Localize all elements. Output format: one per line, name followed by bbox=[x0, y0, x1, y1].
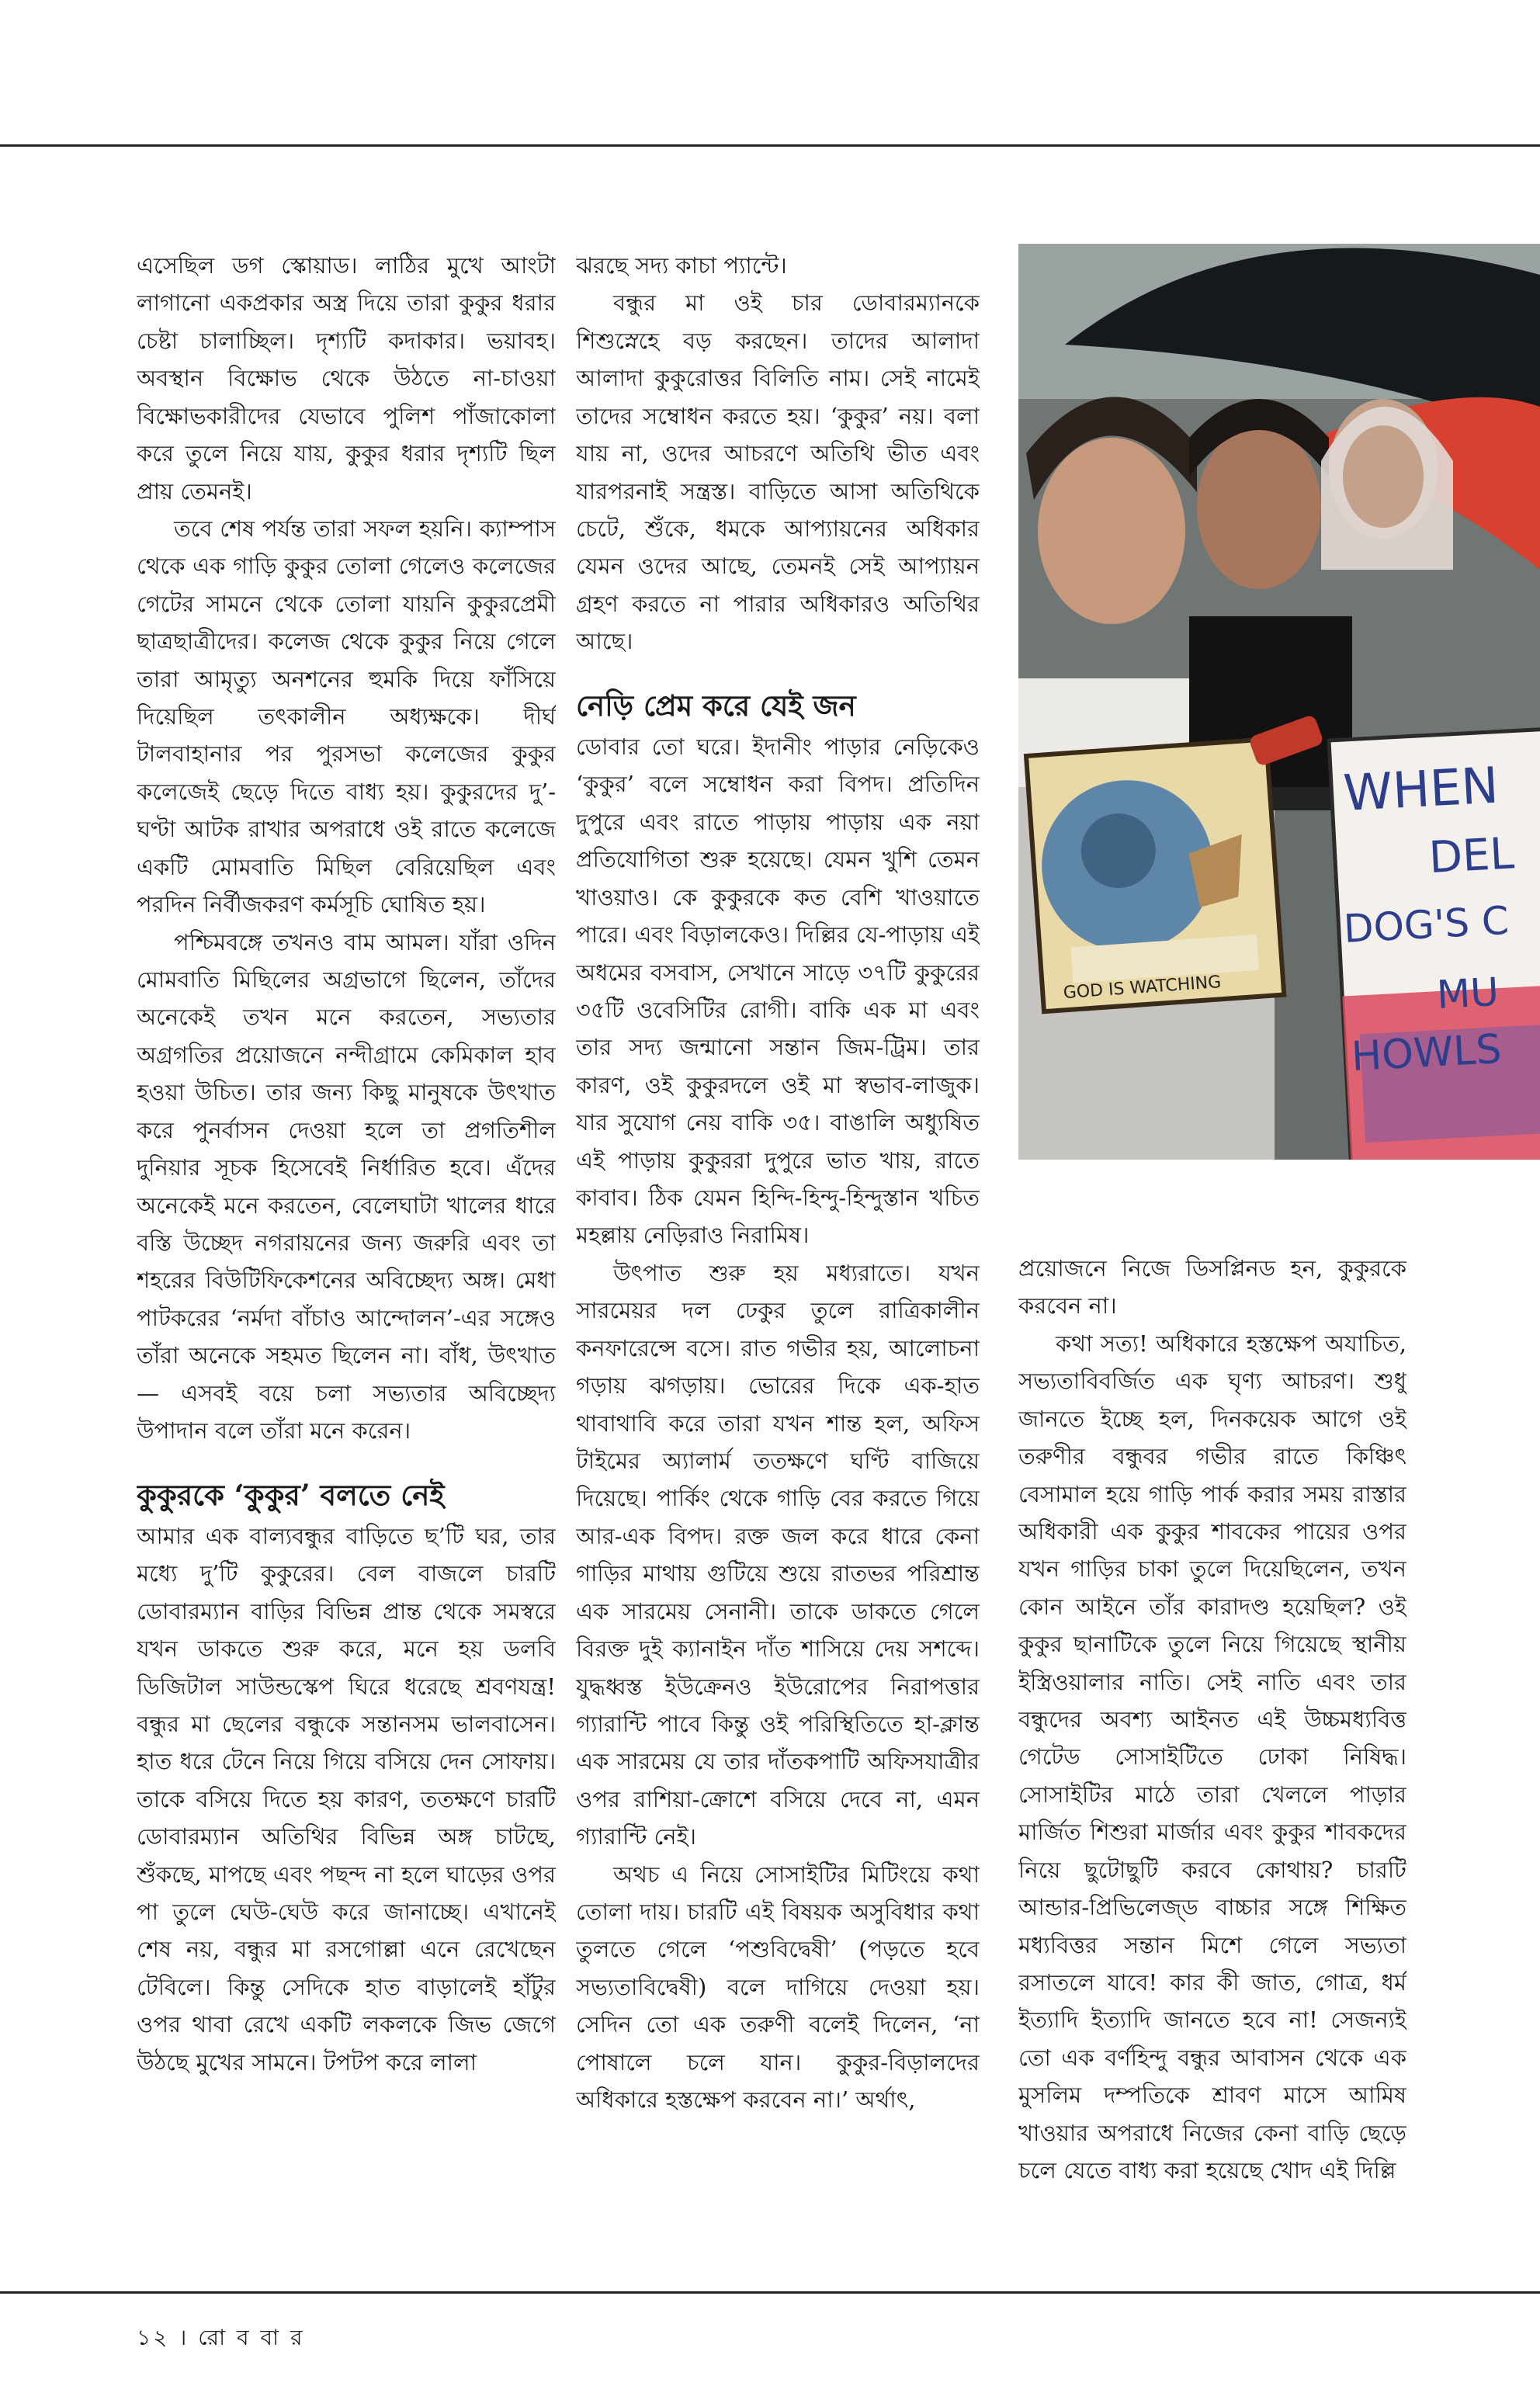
placard-left-text: GOD IS WATCHING bbox=[1063, 972, 1223, 1004]
footer-separator: । bbox=[179, 2325, 189, 2350]
placard-left bbox=[1026, 739, 1284, 1011]
placard-right-line: MU bbox=[1435, 969, 1500, 1018]
bottom-rule bbox=[0, 2291, 1540, 2294]
person-left bbox=[1038, 438, 1185, 624]
placard-right-line: DEL bbox=[1427, 828, 1516, 883]
paragraph: প্রয়োজনে নিজে ডিসপ্লিনড হন, কুকুরকে করবেন না। bbox=[1018, 1255, 1406, 1320]
paragraph: এসেছিল ডগ স্কোয়াড। লাঠির মুখে আংটা লাগানো একপ্রকার অস্ত্র দিয়ে তারা কুকুর ধরার চেষ্টা চালাচ্ছিল। দৃশ্যটি কদাকার। ভয়াবহ। অবস্থান বিক্ষোভ থেকে উঠতে না-চাওয়া বিক্ষোভকারীদের যেভাবে পুলিশ পাঁজাকোলা করে তুলে নিয়ে যায়, কুকুর ধরার দৃশ্যটি ছিল প্রায় তেমনই। bbox=[137, 252, 556, 505]
magazine-name: রো ব বা র bbox=[198, 2325, 305, 2350]
paragraph: ঝরছে সদ্য কাচা প্যান্টে। bbox=[576, 252, 787, 279]
subheading: নেড়ি প্রেম করে যেই জন bbox=[576, 688, 856, 723]
top-rule bbox=[0, 144, 1540, 147]
article-column-1 bbox=[137, 247, 556, 2234]
paragraph: তবে শেষ পর্যন্ত তারা সফল হয়নি। ক্যাম্পাস থেকে এক গাড়ি কুকুর তোলা গেলেও কলেজের গেটের সামনে থেকে তোলা যায়নি কুকুরপ্রেমী ছাত্রছাত্রীদের। কলেজ থেকে কুকুর নিয়ে গেলে তারা আমৃত্যু অনশনের হুমকি দিয়ে ফাঁসিয়ে দিয়েছিল তৎকালীন অধ্যক্ষকে। দীর্ঘ টালবাহানার পর পুরসভা কলেজের কুকুর কলেজেই ছেড়ে দিতে বাধ্য হয়। কুকুরদের দু’-ঘণ্টা আটক রাখার অপরাধে ওই রাতে কলেজে একটি মোমবাতি মিছিল বেরিয়েছিল এবং পরদিন নির্বীজকরণ কর্মসূচি ঘোষিত হয়। bbox=[137, 515, 556, 918]
placard-right-line: WHEN bbox=[1341, 757, 1500, 823]
paragraph: আমার এক বাল্যবন্ধুর বাড়িতে ছ’টি ঘর, তার মধ্যে দু’টি কুকুরের। বেল বাজলে চারটি ডোবারম্যান বাড়ির বিভিন্ন প্রান্ত থেকে সমস্বরে যখন ডাকতে শুরু করে, মনে হয় ডলবি ডিজিটাল সাউন্ডস্কেপ ঘিরে ধরেছে শ্রবণযন্ত্র! বন্ধুর মা ছেলের বন্ধুকে সন্তানসম ভালবাসেন। হাত ধরে টেনে নিয়ে গিয়ে বসিয়ে দেন সোফায়। তাকে বসিয়ে দিতে হয় কারণ, ততক্ষণে চারটি ডোবারম্যান অতিথির বিভিন্ন অঙ্গ চাটছে, শুঁকছে, মাপছে এবং পছন্দ না হলে ঘাড়ের ওপর পা তুলে ঘেউ-ঘেউ করে জানাচ্ছে। এখানেই শেষ নয়, বন্ধুর মা রসগোল্লা এনে রেখেছেন টেবিলে। কিন্তু সেদিকে হাত বাড়ালেই হাঁটুর ওপর থাবা রেখে একটি লকলকে জিভ জেগে উঠছে মুখের সামনে। টপটপ করে লালা bbox=[137, 1522, 556, 2076]
page-footer bbox=[137, 2321, 304, 2357]
person-center bbox=[1197, 426, 1321, 589]
protest-photo bbox=[1018, 244, 1540, 1160]
article-column-2 bbox=[576, 247, 980, 2234]
article-column-3 bbox=[1018, 1250, 1406, 2228]
placard-right-line: HOWLS bbox=[1350, 1025, 1503, 1080]
paragraph: ডোবার তো ঘরে। ইদানীং পাড়ার নেড়িকেও ‘কুকুর’ বলে সম্বোধন করা বিপদ। প্রতিদিন দুপুরে এবং রাতে পাড়ায় পাড়ায় এক নয়া প্রতিযোগিতা শুরু হয়েছে। যেমন খুশি তেমন খাওয়াও। কে কুকুরকে কত বেশি খাওয়াতে পারে। এবং বিড়ালকেও। দিল্লির যে-পাড়ায় এই অধমের বসবাস, সেখানে সাড়ে ৩৭টি কুকুরের ৩৫টি ওবেসিটির রোগী। বাকি এক মা এবং তার সদ্য জন্মানো সন্তান জিম-ট্রিম। তার কারণ, ওই কুকুরদলে ওই মা স্বভাব-লাজুক। যার সুযোগ নেয় বাকি ৩৫। বাঙালি অধ্যুষিত এই পাড়ায় কুকুররা দুপুরে ভাত খায়, রাতে কাবাব। ঠিক যেমন হিন্দি-হিন্দু-হিন্দুস্তান খচিত মহল্লায় নেড়িরাও নিরামিষ। bbox=[576, 733, 980, 1249]
subheading: কুকুরকে ‘কুকুর’ বলতে নেই bbox=[137, 1477, 445, 1512]
paragraph: বন্ধুর মা ওই চার ডোবারম্যানকে শিশুস্নেহে বড় করছেন। তাদের আলাদা আলাদা কুকুরোত্তর বিলিতি নাম। সেই নামেই তাদের সম্বোধন করতে হয়। ‘কুকুর’ নয়। বলা যায় না, ওদের আচরণে অতিথি ভীত এবং যারপরনাই সন্ত্রস্ত। বাড়িতে আসা অতিথিকে চেটে, শুঁকে, ধমকে আপ্যায়নের অধিকার যেমন ওদের আছে, তেমনই সেই আপ্যায়ন গ্রহণ করতে না পারার অধিকারও অতিথির আছে। bbox=[576, 290, 980, 655]
paragraph: পশ্চিমবঙ্গে তখনও বাম আমল। যাঁরা ওদিন মোমবাতি মিছিলের অগ্রভাগে ছিলেন, তাঁদের অনেকেই তখন মনে করতেন, সভ্যতার অগ্রগতির প্রয়োজনে নন্দীগ্রামে কেমিকাল হাব হওয়া উচিত। তার জন্য কিছু মানুষকে উৎখাত করে পুনর্বাসন দেওয়া হলে তা প্রগতিশীল দুনিয়ার সূচক হিসেবেই নির্ধারিত হবে। এঁদের অনেকেই মনে করতেন, বেলেঘাটা খালের ধারে বস্তি উচ্ছেদ নগরায়নের জন্য জরুরি এবং তা শহরের বিউটিফিকেশনের অবিচ্ছেদ্য অঙ্গ। মেধা পাটকরের ‘নর্মদা বাঁচাও আন্দোলন’-এর সঙ্গেও তাঁরা অনেকে সহমত ছিলেন না। বাঁধ, উৎখাত— এসবই বয়ে চলা সভ্যতার অবিচ্ছেদ্য উপাদান বলে তাঁরা মনে করেন। bbox=[137, 928, 556, 1444]
page-number: ১২ bbox=[137, 2325, 170, 2350]
paragraph: উৎপাত শুরু হয় মধ্যরাতে। যখন সারমেয়র দল ঢেকুর তুলে রাত্রিকালীন কনফারেন্সে বসে। রাত গভীর হয়, আলোচনা গড়ায় ঝগড়ায়। ভোরের দিকে এক-হাত থাবাথাবি করে তারা যখন শান্ত হল, অফিস টাইমের অ্যালার্ম ততক্ষণে ঘণ্টি বাজিয়ে দিয়েছে। পার্কিং থেকে গাড়ি বের করতে গিয়ে আর-এক বিপদ। রক্ত জল করে ধারে কেনা গাড়ির মাথায় গুটিয়ে শুয়ে রাতভর পরিশ্রান্ত এক সারমেয় সেনানী। তাকে ডাকতে গেলে বিরক্ত দুই ক্যানাইন দাঁত শাসিয়ে দেয় সশব্দে। যুদ্ধধ্বস্ত ইউক্রেনও ইউরোপের নিরাপত্তার গ্যারান্টি পাবে কিন্তু ওই পরিস্থিতিতে হা-ক্লান্ত এক সারমেয় যে তার দাঁতকপাটি অফিসযাত্রীর ওপর রাশিয়া-ক্রোশে বসিয়ে দেবে না, এমন গ্যারান্টি নেই। bbox=[576, 1259, 980, 1850]
paragraph: কথা সত্য! অধিকারে হস্তক্ষেপ অযাচিত, সভ্যতাবিবর্জিত এক ঘৃণ্য আচরণ। শুধু জানতে ইচ্ছে হল, দিনকয়েক আগে ওই তরুণীর বন্ধুবর গভীর রাতে কিঞ্চিৎ বেসামাল হয়ে গাড়ি পার্ক করার সময় রাস্তার অধিকারী এক কুকুর শাবকের পায়ের ওপর যখন গাড়ির চাকা তুলে দিয়েছিলেন, তখন কোন আইনে তাঁর কারাদণ্ড হয়েছিল? ওই কুকুর ছানাটিকে তুলে নিয়ে গিয়েছে স্থানীয় ইস্ত্রিওয়ালার নাতি। সেই নাতি এবং তার বন্ধুদের অবশ্য আইনত এই উচ্চমধ্যবিত্ত গেটেড সোসাইটিতে ঢোকা নিষিদ্ধ। সোসাইটির মাঠে তারা খেললে পাড়ার মার্জিত শিশুরা মার্জার এবং কুকুর শাবকদের নিয়ে ছুটোছুটি করবে কোথায়? চারটি আন্ডার-প্রিভিলেজ্‌ড বাচ্চার সঙ্গে শিক্ষিত মধ্যবিত্তর সন্তান মিশে গেলে সভ্যতা রসাতলে যাবে! কার কী জাত, গোত্র, ধর্ম ইত্যাদি ইত্যাদি জানতে হবে না! সেজন্যই তো এক বর্ণহিন্দু বন্ধুর আবাসন থেকে এক মুসলিম দম্পতিকে শ্রাবণ মাসে আমিষ খাওয়ার অপরাধে নিজের কেনা বাড়ি ছেড়ে চলে যেতে বাধ্য করা হয়েছে খোদ এই দিল্লি bbox=[1018, 1330, 1406, 2184]
paragraph: অথচ এ নিয়ে সোসাইটির মিটিংয়ে কথা তোলা দায়। চারটি এই বিষয়ক অসুবিধার কথা তুলতে গেলে ‘পশুবিদ্বেষী’ (পড়তে হবে সভ্যতাবিদ্বেষী) বলে দাগিয়ে দেওয়া হয়। সেদিন তো এক তরুণী বলেই দিলেন, ‘না পোষালে চলে যান। কুকুর-বিড়ালদের অধিকারে হস্তক্ষেপ করবেন না।’ অর্থাৎ, bbox=[576, 1861, 980, 2114]
placard-right-line: DOG'S C bbox=[1342, 897, 1511, 952]
